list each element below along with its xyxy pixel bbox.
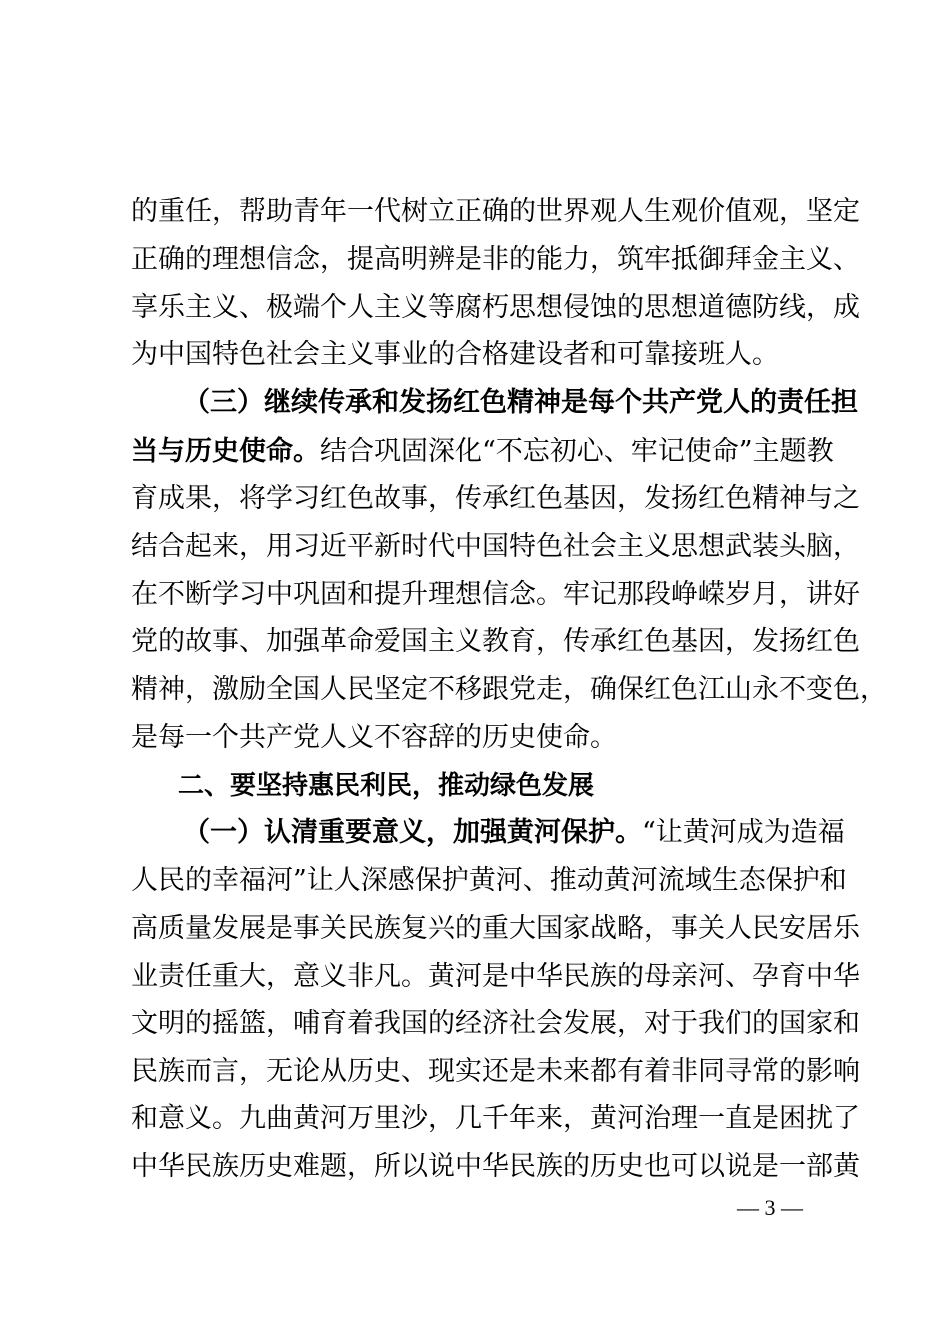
paragraph-2-line-2-rest: 结合巩固深化“不忘初心、牢记使命”主题教	[320, 436, 834, 467]
paragraph-2-lead-line-2: 当与历史使命。	[131, 436, 320, 467]
paragraph-2-line-2	[131, 432, 834, 472]
paragraph-3-line-7: 和意义。九曲黄河万里沙，几千年来，黄河治理一直是困扰了	[131, 1103, 860, 1134]
paragraph-3-line-5: 文明的摇篮，哺育着我国的经济社会发展，对于我们的国家和	[131, 1008, 860, 1039]
paragraph-3-line-6: 民族而言，无论从历史、现实还是未来都有着非同寻常的影响	[131, 1056, 860, 1087]
paragraph-3-line-2: 人民的幸福河”让人深感保护黄河、推动黄河流域生态保护和	[131, 865, 847, 896]
paragraph-1-line-4: 为中国特色社会主义事业的合格建设者和可靠接班人。	[131, 339, 779, 370]
paragraph-2-line-8: 是每一个共产党人义不容辞的历史使命。	[131, 722, 617, 753]
paragraph-2-lead-line-1: （三）继续传承和发扬红色精神是每个共产党人的责任担	[183, 387, 858, 418]
paragraph-1-line-2: 正确的理想信念，提高明辨是非的能力，筑牢抵御拜金主义、	[131, 244, 860, 275]
paragraph-2-line-6: 党的故事、加强革命爱国主义教育，传承红色基因，发扬红色	[131, 626, 860, 657]
paragraph-3-line-4: 业责任重大，意义非凡。黄河是中华民族的母亲河、孕育中华	[131, 961, 860, 992]
paragraph-1-line-1: 的重任，帮助青年一代树立正确的世界观人生观价值观，坚定	[131, 196, 860, 227]
paragraph-3-lead: （一）认清重要意义，加强黄河保护。	[183, 817, 642, 848]
paragraph-2-line-7: 精神，激励全国人民坚定不移跟党走，确保红色江山永不变色，	[131, 674, 887, 705]
paragraph-2-line-5: 在不断学习中巩固和提升理想信念。牢记那段峥嵘岁月，讲好	[131, 579, 860, 610]
paragraph-1-line-3: 享乐主义、极端个人主义等腐朽思想侵蚀的思想道德防线，成	[131, 292, 860, 323]
paragraph-3-line-3: 高质量发展是事关民族复兴的重大国家战略，事关人民安居乐	[131, 913, 860, 944]
section-heading: 二、要坚持惠民利民，推动绿色发展	[178, 771, 595, 801]
paragraph-3-line-1-rest: “让黄河成为造福	[642, 817, 845, 848]
paragraph-3-line-1	[183, 813, 845, 853]
paragraph-2-line-4: 结合起来，用习近平新时代中国特色社会主义思想武装头脑，	[131, 531, 860, 562]
page-number: — 3 —	[737, 1195, 803, 1220]
paragraph-3-line-8: 中华民族历史难题，所以说中华民族的历史也可以说是一部黄	[131, 1151, 860, 1182]
paragraph-2-line-3: 育成果，将学习红色故事，传承红色基因，发扬红色精神与之	[131, 483, 860, 514]
